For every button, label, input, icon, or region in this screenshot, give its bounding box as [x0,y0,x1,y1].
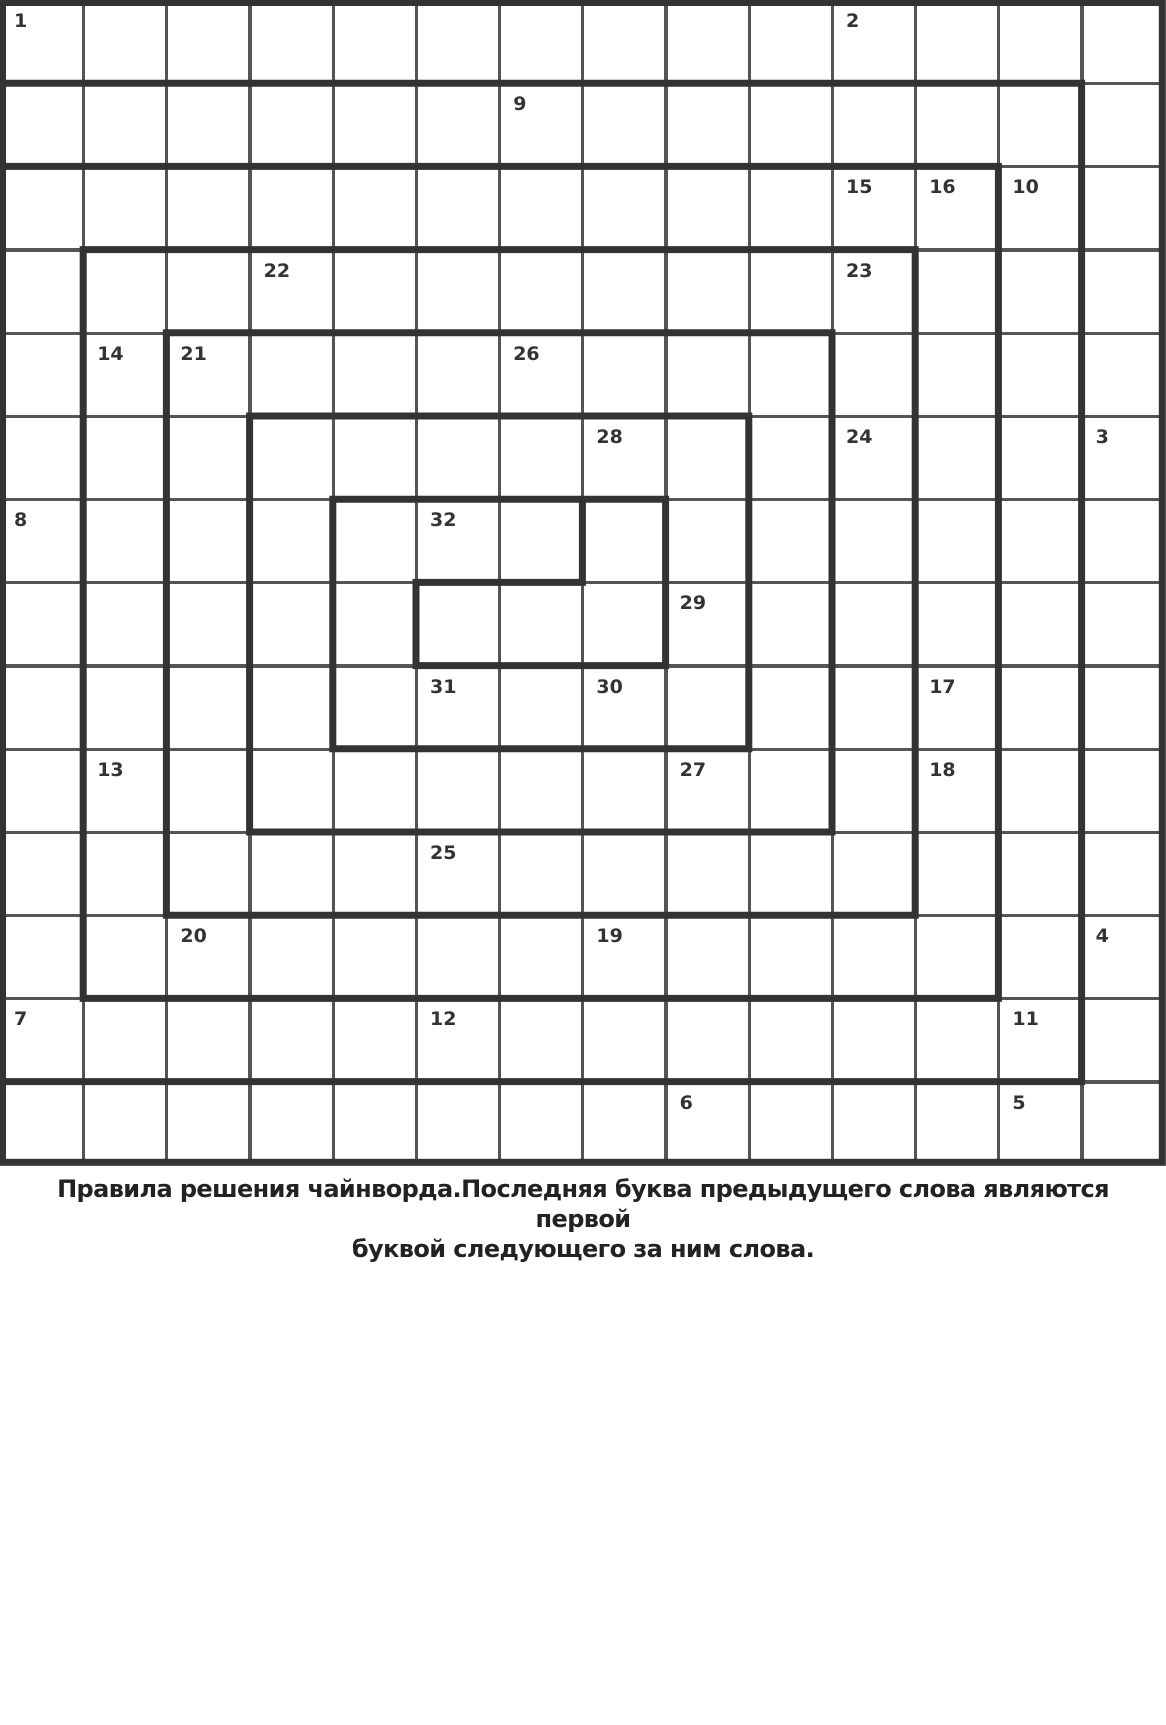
grid-cell[interactable] [1082,333,1166,417]
grid-cell[interactable] [1082,915,1166,999]
cell-number: 12 [430,1008,457,1031]
grid-cell[interactable] [749,0,833,84]
grid-cell[interactable] [0,0,84,84]
grid-cell[interactable] [749,1082,833,1166]
grid-cell[interactable] [0,749,84,833]
cell-number: 13 [97,758,124,781]
grid-cell[interactable] [666,83,750,167]
grid-cell[interactable] [582,832,666,916]
grid-cell[interactable] [666,749,750,833]
grid-cell[interactable] [166,1082,250,1166]
grid-cell[interactable] [499,666,583,750]
grid-cell[interactable] [998,998,1082,1082]
grid-cell[interactable] [333,166,417,250]
grid-cell[interactable] [666,832,750,916]
grid-cell[interactable] [832,1082,916,1166]
grid-cell[interactable] [333,915,417,999]
grid-cell[interactable] [499,416,583,500]
grid-cell[interactable] [666,333,750,417]
grid-cell[interactable] [166,749,250,833]
grid-cell[interactable] [832,499,916,583]
grid-cell[interactable] [749,333,833,417]
grid-cell[interactable] [582,416,666,500]
grid-cell[interactable] [166,0,250,84]
grid-cell[interactable] [250,250,334,334]
grid-cell[interactable] [250,582,334,666]
cell-number: 24 [846,426,873,448]
grid-cell[interactable] [666,250,750,334]
grid-cell[interactable] [0,166,84,250]
grid-cell[interactable] [915,499,999,583]
grid-cell[interactable] [749,416,833,500]
cell-number: 26 [513,342,540,365]
grid-cell[interactable] [915,582,999,666]
grid-cell[interactable] [499,832,583,916]
grid-cell[interactable] [749,832,833,916]
grid-cell[interactable] [166,666,250,750]
grid-cell[interactable] [333,499,417,583]
grid-cell[interactable] [499,499,583,583]
grid-cell[interactable] [0,83,84,167]
grid-cell[interactable] [749,998,833,1082]
cell-number: 11 [1012,1008,1039,1031]
cell-number: 25 [430,842,457,864]
grid-cell[interactable] [333,333,417,417]
grid-cell[interactable] [416,1082,500,1166]
grid-cell[interactable] [499,166,583,250]
grid-cell[interactable] [499,83,583,167]
grid-cell[interactable] [998,499,1082,583]
grid-cell[interactable] [998,83,1082,167]
grid-cell[interactable] [250,666,334,750]
grid-cell[interactable] [832,166,916,250]
grid-cell[interactable] [1082,1082,1166,1166]
grid-cell[interactable] [582,582,666,666]
grid-cell[interactable] [0,832,84,916]
grid-cell[interactable] [749,166,833,250]
grid-cell[interactable] [832,0,916,84]
grid-cell[interactable] [416,166,500,250]
grid-cell[interactable] [582,499,666,583]
cell-number: 15 [846,176,873,199]
grid-cell[interactable] [666,998,750,1082]
grid-cell[interactable] [0,416,84,500]
grid-cell[interactable] [333,83,417,167]
grid-cell[interactable] [83,666,167,750]
grid-cell[interactable] [832,333,916,417]
grid-cell[interactable] [832,749,916,833]
cell-number: 19 [596,925,623,948]
grid-cell[interactable] [416,915,500,999]
grid-cell[interactable] [582,0,666,84]
grid-cell[interactable] [416,582,500,666]
grid-cell[interactable] [333,0,417,84]
rules-text [20,1174,1146,1264]
cell-number: 31 [430,675,457,698]
grid-cell[interactable] [1082,166,1166,250]
grid-cell[interactable] [582,1082,666,1166]
grid-cell[interactable] [1082,832,1166,916]
grid-cell[interactable] [416,0,500,84]
grid-cell[interactable] [416,666,500,750]
cell-number: 3 [1095,426,1109,448]
grid-cell[interactable] [166,915,250,999]
grid-cell[interactable] [832,250,916,334]
grid-cell[interactable] [915,83,999,167]
grid-cell[interactable] [666,666,750,750]
grid-cell[interactable] [250,499,334,583]
grid-cell[interactable] [250,416,334,500]
cell-number: 8 [14,509,28,532]
grid-cell[interactable] [416,998,500,1082]
cell-number: 30 [596,675,623,698]
grid-cell[interactable] [499,333,583,417]
grid-cell[interactable] [582,749,666,833]
grid-cell[interactable] [83,915,167,999]
grid-cell[interactable] [333,832,417,916]
grid-cell[interactable] [1082,0,1166,84]
cell-number: 4 [1095,925,1109,948]
grid-cell[interactable] [83,416,167,500]
grid-cell[interactable] [749,250,833,334]
grid-cell[interactable] [0,998,84,1082]
grid-cell[interactable] [499,998,583,1082]
grid-cell[interactable] [333,998,417,1082]
grid-cell[interactable] [832,83,916,167]
grid-cell[interactable] [499,749,583,833]
grid-cell[interactable] [1082,666,1166,750]
cell-number: 16 [929,176,956,199]
grid-cell[interactable] [666,915,750,999]
grid-cell[interactable] [166,998,250,1082]
grid-cell[interactable] [416,749,500,833]
grid-cell[interactable] [915,1082,999,1166]
grid-cell[interactable] [582,666,666,750]
grid-cell[interactable] [1082,582,1166,666]
grid-cell[interactable] [333,1082,417,1166]
cell-number: 5 [1012,1091,1026,1114]
grid-cell[interactable] [83,333,167,417]
grid-cell[interactable] [416,832,500,916]
grid-cell[interactable] [83,998,167,1082]
cell-number: 14 [97,342,124,365]
grid-cell[interactable] [582,83,666,167]
grid-cell[interactable] [998,749,1082,833]
grid-cell[interactable] [1082,998,1166,1082]
grid-cell[interactable] [666,416,750,500]
grid-cell[interactable] [666,1082,750,1166]
grid-cell[interactable] [250,1082,334,1166]
grid-cell[interactable] [499,1082,583,1166]
grid-cell[interactable] [832,582,916,666]
grid-cell[interactable] [915,333,999,417]
grid-cell[interactable] [416,250,500,334]
grid-cell[interactable] [998,0,1082,84]
grid-cell[interactable] [250,166,334,250]
cell-number: 22 [263,259,291,282]
grid-cell[interactable] [749,499,833,583]
grid-cell[interactable] [416,499,500,583]
cell-number: 18 [929,758,956,781]
grid-cell[interactable] [0,333,84,417]
cell-number: 6 [679,1091,693,1114]
grid-cell[interactable] [499,0,583,84]
grid-cell[interactable] [166,333,250,417]
grid-cell[interactable] [333,250,417,334]
grid-cell[interactable] [998,1082,1082,1166]
grid-cell[interactable] [0,915,84,999]
grid-cell[interactable] [0,250,84,334]
grid-cell[interactable] [998,250,1082,334]
grid-cell[interactable] [998,666,1082,750]
grid-cell[interactable] [83,499,167,583]
grid-cell[interactable] [250,749,334,833]
grid-cell[interactable] [915,416,999,500]
grid-cell[interactable] [998,582,1082,666]
cell-number: 21 [180,342,207,365]
cell-number: 2 [846,10,860,32]
grid-cell[interactable] [998,333,1082,417]
grid-cell[interactable] [582,250,666,334]
grid-cell[interactable] [915,915,999,999]
cell-number: 1 [14,10,28,32]
grid-cell[interactable] [998,832,1082,916]
grid-cell[interactable] [166,166,250,250]
grid-cell[interactable] [1082,250,1166,334]
grid-cell[interactable] [915,250,999,334]
cell-number: 27 [679,758,707,781]
grid-cell[interactable] [0,582,84,666]
grid-cell[interactable] [666,166,750,250]
grid-cell[interactable] [998,166,1082,250]
grid-cell[interactable] [416,416,500,500]
grid-cell[interactable] [83,250,167,334]
rules-line-1: Правила решения чайнворда.Последняя буква предыдущего слова являются первой [57,1175,1109,1233]
grid-cell[interactable] [83,582,167,666]
grid-cell[interactable] [666,582,750,666]
cell-number: 28 [596,426,623,448]
grid-cell[interactable] [0,499,84,583]
grid-cell[interactable] [166,582,250,666]
grid-cell[interactable] [749,582,833,666]
grid-cell[interactable] [499,915,583,999]
grid-cell[interactable] [250,0,334,84]
grid-cell[interactable] [333,666,417,750]
grid-cell[interactable] [749,915,833,999]
grid-cell[interactable] [333,416,417,500]
cell-number: 23 [846,259,873,282]
cell-number: 9 [513,93,527,116]
grid-cell[interactable] [83,832,167,916]
grid-cell[interactable] [832,416,916,500]
grid-cell[interactable] [915,166,999,250]
grid-cell[interactable] [998,416,1082,500]
grid-cell[interactable] [1082,749,1166,833]
cell-number: 32 [430,509,457,532]
grid-cell[interactable] [166,416,250,500]
grid-cell[interactable] [915,832,999,916]
grid-cell[interactable] [749,83,833,167]
grid-cell[interactable] [416,333,500,417]
grid-cell[interactable] [250,333,334,417]
grid-cell[interactable] [333,749,417,833]
grid-cell[interactable] [250,915,334,999]
cell-number: 20 [180,925,207,948]
grid-cell[interactable] [166,83,250,167]
grid-cell[interactable] [499,250,583,334]
grid-cell[interactable] [832,915,916,999]
grid-cell[interactable] [250,832,334,916]
rules-line-2: буквой следующего за ним слова. [351,1235,815,1263]
grid-cell[interactable] [83,749,167,833]
grid-cell[interactable] [666,0,750,84]
grid-cell[interactable] [83,166,167,250]
cell-number: 7 [14,1008,28,1031]
grid-cell[interactable] [915,0,999,84]
grid-cell[interactable] [832,832,916,916]
grid-cell[interactable] [1082,416,1166,500]
grid-cell[interactable] [83,0,167,84]
grid-cell[interactable] [749,666,833,750]
grid-cell[interactable] [83,83,167,167]
grid-cell[interactable] [333,582,417,666]
grid-cell[interactable] [832,998,916,1082]
cell-number: 29 [679,592,707,615]
grid-cell[interactable] [0,1082,84,1166]
grid-cell[interactable] [166,250,250,334]
grid-cell[interactable] [250,998,334,1082]
grid-cell[interactable] [582,915,666,999]
cell-number: 17 [929,675,956,698]
grid-cell[interactable] [582,998,666,1082]
grid-cell[interactable] [0,666,84,750]
cell-number: 10 [1012,176,1039,199]
grid-cell[interactable] [1082,83,1166,167]
grid-cell[interactable] [832,666,916,750]
grid-cell[interactable] [1082,499,1166,583]
grid-cell[interactable] [915,666,999,750]
grid-cell[interactable] [582,333,666,417]
grid-cell[interactable] [998,915,1082,999]
grid-cell[interactable] [666,499,750,583]
grid-cell[interactable] [250,83,334,167]
grid-cell[interactable] [749,749,833,833]
grid-cell[interactable] [166,499,250,583]
grid-cell[interactable] [83,1082,167,1166]
grid-cell[interactable] [166,832,250,916]
grid-cell[interactable] [499,582,583,666]
grid-cell[interactable] [915,998,999,1082]
grid-cell[interactable] [915,749,999,833]
grid-cell[interactable] [416,83,500,167]
grid-cell[interactable] [582,166,666,250]
